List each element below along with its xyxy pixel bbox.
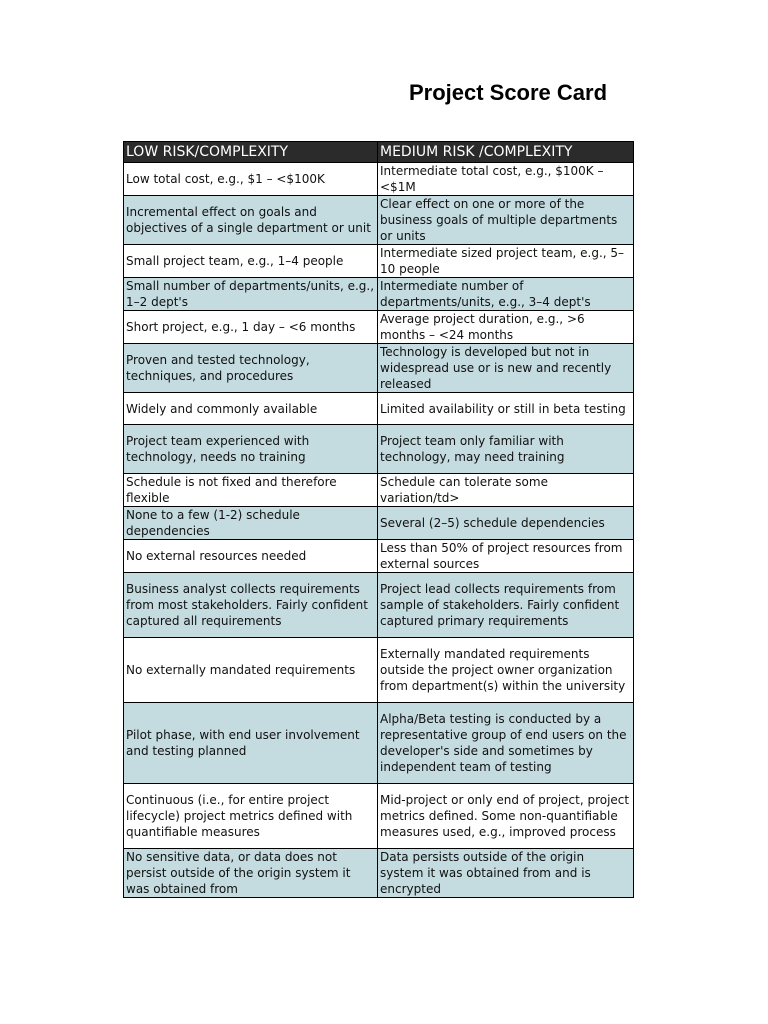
medium-risk-cell: Alpha/Beta testing is conducted by a representative group of end users on the developer's side and sometimes by independent team of testing bbox=[378, 703, 634, 784]
low-risk-cell: No externally mandated requirements bbox=[124, 638, 378, 703]
table-row bbox=[124, 344, 634, 393]
medium-risk-cell: Intermediate number of departments/units, e.g., 3–4 dept's bbox=[378, 278, 634, 311]
medium-risk-cell: Technology is developed but not in widespread use or is new and recently released bbox=[378, 344, 634, 393]
low-risk-cell: Proven and tested technology, techniques, and procedures bbox=[124, 344, 378, 393]
low-risk-cell: Small project team, e.g., 1–4 people bbox=[124, 245, 378, 278]
page-title: Project Score Card bbox=[408, 80, 608, 105]
low-risk-cell: Short project, e.g., 1 day – <6 months bbox=[124, 311, 378, 344]
medium-risk-cell: Less than 50% of project resources from external sources bbox=[378, 540, 634, 573]
table-row bbox=[124, 425, 634, 474]
table-row bbox=[124, 638, 634, 703]
table-row bbox=[124, 849, 634, 898]
low-risk-cell: Small number of departments/units, e.g., 1–2 dept's bbox=[124, 278, 378, 311]
low-risk-cell: Incremental effect on goals and objectives of a single department or unit bbox=[124, 196, 378, 245]
score-card-table bbox=[123, 141, 634, 898]
medium-risk-cell: Externally mandated requirements outside the project owner organization from department(s) within the university bbox=[378, 638, 634, 703]
low-risk-cell: Continuous (i.e., for entire project lifecycle) project metrics defined with quantifiable measures bbox=[124, 784, 378, 849]
table-row bbox=[124, 507, 634, 540]
medium-risk-cell: Limited availability or still in beta testing bbox=[378, 393, 634, 425]
low-risk-cell: Schedule is not fixed and therefore flexible bbox=[124, 474, 378, 507]
medium-risk-cell: Intermediate sized project team, e.g., 5–10 people bbox=[378, 245, 634, 278]
low-risk-cell: Low total cost, e.g., $1 – <$100K bbox=[124, 163, 378, 196]
medium-risk-cell: Schedule can tolerate some variation/td> bbox=[378, 474, 634, 507]
table-row bbox=[124, 474, 634, 507]
medium-risk-cell: Project lead collects requirements from sample of stakeholders. Fairly confident captured primary requirements bbox=[378, 573, 634, 638]
medium-risk-cell: Clear effect on one or more of the business goals of multiple departments or units bbox=[378, 196, 634, 245]
table-row bbox=[124, 573, 634, 638]
low-risk-cell: None to a few (1-2) schedule dependencies bbox=[124, 507, 378, 540]
header-low-risk: LOW RISK/COMPLEXITY bbox=[124, 142, 378, 163]
medium-risk-cell: Several (2–5) schedule dependencies bbox=[378, 507, 634, 540]
low-risk-cell: Widely and commonly available bbox=[124, 393, 378, 425]
table-row bbox=[124, 163, 634, 196]
table-body bbox=[124, 163, 634, 898]
table-row bbox=[124, 393, 634, 425]
table-row bbox=[124, 196, 634, 245]
table-row bbox=[124, 784, 634, 849]
medium-risk-cell: Average project duration, e.g., >6 months – <24 months bbox=[378, 311, 634, 344]
table-header-row bbox=[124, 142, 634, 163]
low-risk-cell: Business analyst collects requirements from most stakeholders. Fairly confident captured all requirements bbox=[124, 573, 378, 638]
table-row bbox=[124, 245, 634, 278]
low-risk-cell: No external resources needed bbox=[124, 540, 378, 573]
table-row bbox=[124, 278, 634, 311]
low-risk-cell: No sensitive data, or data does not persist outside of the origin system it was obtained from bbox=[124, 849, 378, 898]
low-risk-cell: Project team experienced with technology, needs no training bbox=[124, 425, 378, 474]
medium-risk-cell: Project team only familiar with technology, may need training bbox=[378, 425, 634, 474]
medium-risk-cell: Intermediate total cost, e.g., $100K – <$1M bbox=[378, 163, 634, 196]
table-row bbox=[124, 311, 634, 344]
medium-risk-cell: Mid-project or only end of project, project metrics defined. Some non-quantifiable measures used, e.g., improved process bbox=[378, 784, 634, 849]
table-row bbox=[124, 703, 634, 784]
header-medium-risk: MEDIUM RISK /COMPLEXITY bbox=[378, 142, 634, 163]
low-risk-cell: Pilot phase, with end user involvement and testing planned bbox=[124, 703, 378, 784]
medium-risk-cell: Data persists outside of the origin system it was obtained from and is encrypted bbox=[378, 849, 634, 898]
table-row bbox=[124, 540, 634, 573]
